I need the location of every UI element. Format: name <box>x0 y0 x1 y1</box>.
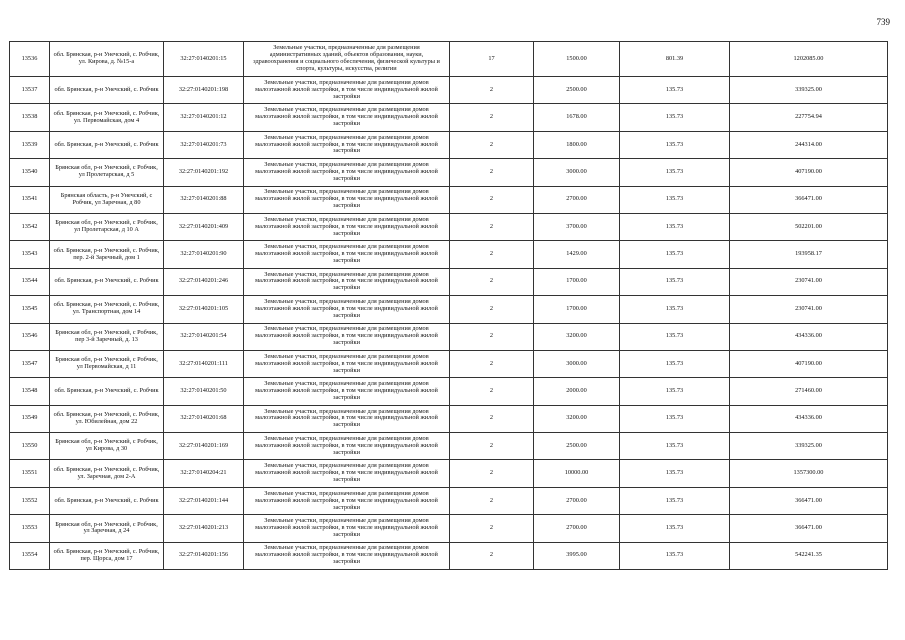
land-purpose-cell: Земельные участки, предназначенные для размещения домов малоэтажной жилой застройки, в том числе индивидуальной жилой застройки <box>244 323 450 350</box>
cadastral-value-cell: 244314.00 <box>730 131 888 158</box>
table-row <box>10 542 888 569</box>
area-cell: 1429.00 <box>534 241 620 268</box>
specific-value-cell: 135.73 <box>620 296 730 323</box>
area-cell: 2500.00 <box>534 77 620 104</box>
row-number-cell: 13550 <box>10 433 50 460</box>
row-number-cell: 13551 <box>10 460 50 487</box>
cadastral-number-cell: 32:27:0140201:409 <box>164 213 244 240</box>
group-code-cell: 2 <box>450 241 534 268</box>
group-code-cell: 2 <box>450 104 534 131</box>
group-code-cell: 2 <box>450 131 534 158</box>
cadastral-number-cell: 32:27:0140201:50 <box>164 378 244 405</box>
group-code-cell: 2 <box>450 323 534 350</box>
row-number-cell: 13548 <box>10 378 50 405</box>
cadastral-value-cell: 1357300.00 <box>730 460 888 487</box>
specific-value-cell: 135.73 <box>620 104 730 131</box>
area-cell: 3000.00 <box>534 159 620 186</box>
address-cell: Брянская обл, р-н Унечский, с Робчик, ул Кирова, д 30 <box>50 433 164 460</box>
cadastral-value-cell: 502201.00 <box>730 213 888 240</box>
row-number-cell: 13544 <box>10 268 50 295</box>
row-number-cell: 13539 <box>10 131 50 158</box>
land-purpose-cell: Земельные участки, предназначенные для размещения домов малоэтажной жилой застройки, в том числе индивидуальной жилой застройки <box>244 405 450 432</box>
specific-value-cell: 135.73 <box>620 542 730 569</box>
page-number: 739 <box>876 17 890 27</box>
cadastral-value-cell: 407190.00 <box>730 159 888 186</box>
group-code-cell: 2 <box>450 213 534 240</box>
group-code-cell: 2 <box>450 487 534 514</box>
address-cell: обл. Брянская, р-н Унечский, с. Робчик, ул. Юбилейная, дом 22 <box>50 405 164 432</box>
area-cell: 2500.00 <box>534 433 620 460</box>
land-purpose-cell: Земельные участки, предназначенные для размещения домов малоэтажной жилой застройки, в том числе индивидуальной жилой застройки <box>244 460 450 487</box>
specific-value-cell: 135.73 <box>620 241 730 268</box>
area-cell: 1800.00 <box>534 131 620 158</box>
cadastral-value-table <box>9 41 888 570</box>
table-row <box>10 323 888 350</box>
address-cell: обл. Брянская, р-н Унечский, с. Робчик, ул. Первомайская, дом 4 <box>50 104 164 131</box>
cadastral-value-cell: 366471.00 <box>730 515 888 542</box>
cadastral-number-cell: 32:27:0140201:111 <box>164 350 244 377</box>
cadastral-number-cell: 32:27:0140201:246 <box>164 268 244 295</box>
cadastral-value-cell: 1202085.00 <box>730 42 888 77</box>
row-number-cell: 13538 <box>10 104 50 131</box>
area-cell: 1678.00 <box>534 104 620 131</box>
specific-value-cell: 135.73 <box>620 487 730 514</box>
area-cell: 2000.00 <box>534 378 620 405</box>
group-code-cell: 2 <box>450 515 534 542</box>
address-cell: обл. Брянская, р-н Унечский, с. Робчик, пер. Щорса, дом 17 <box>50 542 164 569</box>
address-cell: Брянская обл, р-н Унечский, с Робчик, пер 3-й Заречный, д. 13 <box>50 323 164 350</box>
table-row <box>10 159 888 186</box>
specific-value-cell: 135.73 <box>620 77 730 104</box>
cadastral-number-cell: 32:27:0140201:144 <box>164 487 244 514</box>
row-number-cell: 13541 <box>10 186 50 213</box>
address-cell: Брянская обл, р-н Унечский, с Робчик, ул Заречная, д 24 <box>50 515 164 542</box>
group-code-cell: 2 <box>450 77 534 104</box>
address-cell: обл. Брянская, р-н Унечский, с. Робчик, ул. Кирова, д. №15-а <box>50 42 164 77</box>
cadastral-value-cell: 230741.00 <box>730 296 888 323</box>
area-cell: 10000.00 <box>534 460 620 487</box>
group-code-cell: 2 <box>450 542 534 569</box>
specific-value-cell: 135.73 <box>620 213 730 240</box>
cadastral-value-cell: 407190.00 <box>730 350 888 377</box>
area-cell: 3995.00 <box>534 542 620 569</box>
specific-value-cell: 135.73 <box>620 433 730 460</box>
land-purpose-cell: Земельные участки, предназначенные для размещения домов малоэтажной жилой застройки, в том числе индивидуальной жилой застройки <box>244 159 450 186</box>
cadastral-number-cell: 32:27:0140201:12 <box>164 104 244 131</box>
specific-value-cell: 135.73 <box>620 268 730 295</box>
specific-value-cell: 135.73 <box>620 460 730 487</box>
area-cell: 2700.00 <box>534 186 620 213</box>
row-number-cell: 13545 <box>10 296 50 323</box>
address-cell: обл. Брянская, р-н Унечский, с. Робчик <box>50 131 164 158</box>
area-cell: 2700.00 <box>534 487 620 514</box>
group-code-cell: 2 <box>450 159 534 186</box>
land-purpose-cell: Земельные участки, предназначенные для размещения домов малоэтажной жилой застройки, в том числе индивидуальной жилой застройки <box>244 77 450 104</box>
group-code-cell: 2 <box>450 433 534 460</box>
address-cell: обл. Брянская, р-н Унечский, с. Робчик, ул. Транспортная, дом 14 <box>50 296 164 323</box>
cadastral-number-cell: 32:27:0140201:88 <box>164 186 244 213</box>
row-number-cell: 13554 <box>10 542 50 569</box>
cadastral-value-cell: 339325.00 <box>730 77 888 104</box>
cadastral-value-cell: 542241.35 <box>730 542 888 569</box>
land-purpose-cell: Земельные участки, предназначенные для размещения домов малоэтажной жилой застройки, в том числе индивидуальной жилой застройки <box>244 268 450 295</box>
table-body <box>10 42 888 570</box>
row-number-cell: 13542 <box>10 213 50 240</box>
table-row <box>10 296 888 323</box>
cadastral-number-cell: 32:27:0140201:156 <box>164 542 244 569</box>
specific-value-cell: 135.73 <box>620 323 730 350</box>
table-row <box>10 433 888 460</box>
address-cell: обл. Брянская, р-н Унечский, с. Робчик <box>50 378 164 405</box>
land-purpose-cell: Земельные участки, предназначенные для размещения домов малоэтажной жилой застройки, в том числе индивидуальной жилой застройки <box>244 186 450 213</box>
table-row <box>10 104 888 131</box>
table-row <box>10 515 888 542</box>
row-number-cell: 13536 <box>10 42 50 77</box>
address-cell: Брянская область, р-н Унечский, с Робчик, ул Заречная, д 80 <box>50 186 164 213</box>
land-purpose-cell: Земельные участки, предназначенные для размещения домов малоэтажной жилой застройки, в том числе индивидуальной жилой застройки <box>244 213 450 240</box>
address-cell: обл. Брянская, р-н Унечский, с. Робчик, ул. Заречная, дом 2-А <box>50 460 164 487</box>
land-purpose-cell: Земельные участки, предназначенные для размещения домов малоэтажной жилой застройки, в том числе индивидуальной жилой застройки <box>244 515 450 542</box>
table-row <box>10 350 888 377</box>
cadastral-value-cell: 230741.00 <box>730 268 888 295</box>
row-number-cell: 13547 <box>10 350 50 377</box>
cadastral-value-cell: 366471.00 <box>730 487 888 514</box>
specific-value-cell: 135.73 <box>620 405 730 432</box>
table-row <box>10 487 888 514</box>
row-number-cell: 13549 <box>10 405 50 432</box>
specific-value-cell: 135.73 <box>620 131 730 158</box>
group-code-cell: 2 <box>450 405 534 432</box>
area-cell: 1500.00 <box>534 42 620 77</box>
land-purpose-cell: Земельные участки, предназначенные для размещения домов малоэтажной жилой застройки, в том числе индивидуальной жилой застройки <box>244 104 450 131</box>
group-code-cell: 2 <box>450 186 534 213</box>
address-cell: Брянская обл, р-н Унечский, с Робчик, ул Пролетарская, д 10 А <box>50 213 164 240</box>
cadastral-number-cell: 32:27:0140201:105 <box>164 296 244 323</box>
row-number-cell: 13540 <box>10 159 50 186</box>
cadastral-value-cell: 434336.00 <box>730 405 888 432</box>
cadastral-value-cell: 271460.00 <box>730 378 888 405</box>
specific-value-cell: 801.39 <box>620 42 730 77</box>
cadastral-number-cell: 32:27:0140201:198 <box>164 77 244 104</box>
area-cell: 2700.00 <box>534 515 620 542</box>
land-purpose-cell: Земельные участки, предназначенные для размещения домов малоэтажной жилой застройки, в том числе индивидуальной жилой застройки <box>244 131 450 158</box>
address-cell: обл. Брянская, р-н Унечский, с. Робчик <box>50 487 164 514</box>
address-cell: Брянская обл, р-н Унечский, с Робчик, ул Первомайская, д 11 <box>50 350 164 377</box>
specific-value-cell: 135.73 <box>620 350 730 377</box>
group-code-cell: 2 <box>450 378 534 405</box>
cadastral-value-cell: 339325.00 <box>730 433 888 460</box>
address-cell: обл. Брянская, р-н Унечский, с. Робчик, пер. 2-й Заречный, дом 1 <box>50 241 164 268</box>
table-row <box>10 405 888 432</box>
table-row <box>10 460 888 487</box>
group-code-cell: 2 <box>450 460 534 487</box>
area-cell: 1700.00 <box>534 296 620 323</box>
area-cell: 3700.00 <box>534 213 620 240</box>
cadastral-number-cell: 32:27:0140201:169 <box>164 433 244 460</box>
table-row <box>10 241 888 268</box>
cadastral-number-cell: 32:27:0140201:90 <box>164 241 244 268</box>
group-code-cell: 17 <box>450 42 534 77</box>
row-number-cell: 13546 <box>10 323 50 350</box>
area-cell: 3200.00 <box>534 405 620 432</box>
table-row <box>10 213 888 240</box>
area-cell: 1700.00 <box>534 268 620 295</box>
address-cell: Брянская обл, р-н Унечский, с Робчик, ул Пролетарская, д 5 <box>50 159 164 186</box>
cadastral-number-cell: 32:27:0140201:192 <box>164 159 244 186</box>
area-cell: 3000.00 <box>534 350 620 377</box>
table-row <box>10 268 888 295</box>
cadastral-value-cell: 227754.94 <box>730 104 888 131</box>
row-number-cell: 13543 <box>10 241 50 268</box>
group-code-cell: 2 <box>450 268 534 295</box>
land-purpose-cell: Земельные участки, предназначенные для размещения административных зданий, объектов образования, науки, здравоохранения и социального обеспечения, физической культуры и спорта, культуры, искусства, религии <box>244 42 450 77</box>
table-row <box>10 131 888 158</box>
table-row <box>10 186 888 213</box>
cadastral-value-cell: 366471.00 <box>730 186 888 213</box>
cadastral-number-cell: 32:27:0140201:213 <box>164 515 244 542</box>
group-code-cell: 2 <box>450 296 534 323</box>
row-number-cell: 13537 <box>10 77 50 104</box>
group-code-cell: 2 <box>450 350 534 377</box>
land-purpose-cell: Земельные участки, предназначенные для размещения домов малоэтажной жилой застройки, в том числе индивидуальной жилой застройки <box>244 433 450 460</box>
cadastral-value-cell: 434336.00 <box>730 323 888 350</box>
address-cell: обл. Брянская, р-н Унечский, с. Робчик <box>50 268 164 295</box>
specific-value-cell: 135.73 <box>620 378 730 405</box>
row-number-cell: 13552 <box>10 487 50 514</box>
table-row <box>10 378 888 405</box>
cadastral-value-cell: 193958.17 <box>730 241 888 268</box>
specific-value-cell: 135.73 <box>620 515 730 542</box>
row-number-cell: 13553 <box>10 515 50 542</box>
specific-value-cell: 135.73 <box>620 186 730 213</box>
cadastral-number-cell: 32:27:0140201:54 <box>164 323 244 350</box>
area-cell: 3200.00 <box>534 323 620 350</box>
land-purpose-cell: Земельные участки, предназначенные для размещения домов малоэтажной жилой застройки, в том числе индивидуальной жилой застройки <box>244 542 450 569</box>
land-purpose-cell: Земельные участки, предназначенные для размещения домов малоэтажной жилой застройки, в том числе индивидуальной жилой застройки <box>244 350 450 377</box>
land-purpose-cell: Земельные участки, предназначенные для размещения домов малоэтажной жилой застройки, в том числе индивидуальной жилой застройки <box>244 378 450 405</box>
cadastral-number-cell: 32:27:0140201:73 <box>164 131 244 158</box>
table-row <box>10 42 888 77</box>
land-purpose-cell: Земельные участки, предназначенные для размещения домов малоэтажной жилой застройки, в том числе индивидуальной жилой застройки <box>244 296 450 323</box>
land-purpose-cell: Земельные участки, предназначенные для размещения домов малоэтажной жилой застройки, в том числе индивидуальной жилой застройки <box>244 241 450 268</box>
table-row <box>10 77 888 104</box>
cadastral-number-cell: 32:27:0140204:21 <box>164 460 244 487</box>
cadastral-number-cell: 32:27:0140201:15 <box>164 42 244 77</box>
land-purpose-cell: Земельные участки, предназначенные для размещения домов малоэтажной жилой застройки, в том числе индивидуальной жилой застройки <box>244 487 450 514</box>
specific-value-cell: 135.73 <box>620 159 730 186</box>
cadastral-number-cell: 32:27:0140201:68 <box>164 405 244 432</box>
address-cell: обл. Брянская, р-н Унечский, с. Робчик <box>50 77 164 104</box>
